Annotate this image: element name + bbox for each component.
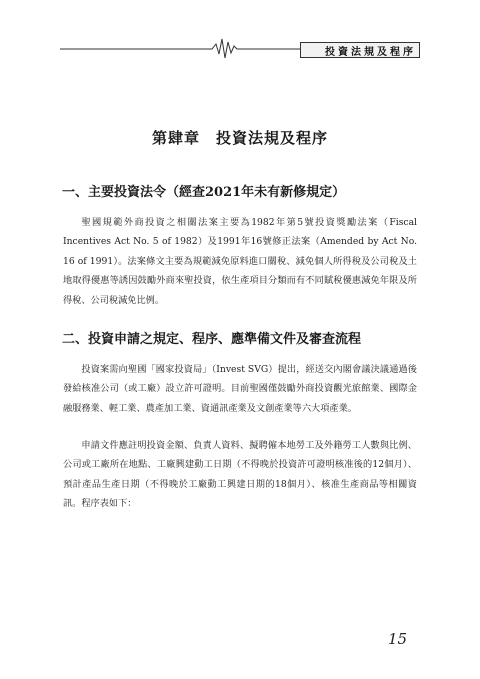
page-number: 15 bbox=[388, 630, 408, 648]
running-header bbox=[60, 34, 420, 62]
section-2-paragraph-2: 申請文件應註明投資金額、負責人資料、擬聘僱本地勞工及外籍勞工人數與比例、公司或工廠所在地點、工廠興建動工日期（不得晚於投資許可證明核准後的12個月）、預計產品生產日期（不得晚於工廠動工興建日期的18個月）、核准生產商品等相關資訊。程序表如下： bbox=[63, 440, 417, 510]
chapter-title: 第肆章 投資法規及程序 bbox=[151, 129, 328, 147]
section-2-paragraph-1: 投資案需向聖國「國家投資局」（Invest SVG）提出，經送交內閣會議決議通過後發給核准公司（或工廠）設立許可證明。目前聖國僅鼓勵外商投資觀光旅館業、國際金融服務業、輕工業、農產加工業、資通訊產業及文創產業等六大項產業。 bbox=[63, 364, 417, 414]
running-title: 投資法規及程序 bbox=[325, 47, 416, 58]
section-heading-1: 一、主要投資法令（經查2021年未有新修規定） bbox=[62, 185, 346, 200]
section-1-paragraph-1: 聖國規範外商投資之相關法案主要為1982年第5號投資獎勵法案（Fiscal Incentives Act No. 5 of 1982）及1991年16號修正法案（Amended by Act No. 16 of 1991）。法案條文主要為規範減免原料進口關稅、減免個人所得稅及公司稅及土地取得優惠等誘因鼓勵外商來聖投資，依生產項目分類而有不同賦稅優惠減免年限及所得稅、公司稅減免比例。 bbox=[63, 217, 417, 306]
heartbeat-line-icon bbox=[60, 34, 305, 62]
section-heading-2: 二、投資申請之規定、程序、應準備文件及審查流程 bbox=[62, 332, 362, 347]
